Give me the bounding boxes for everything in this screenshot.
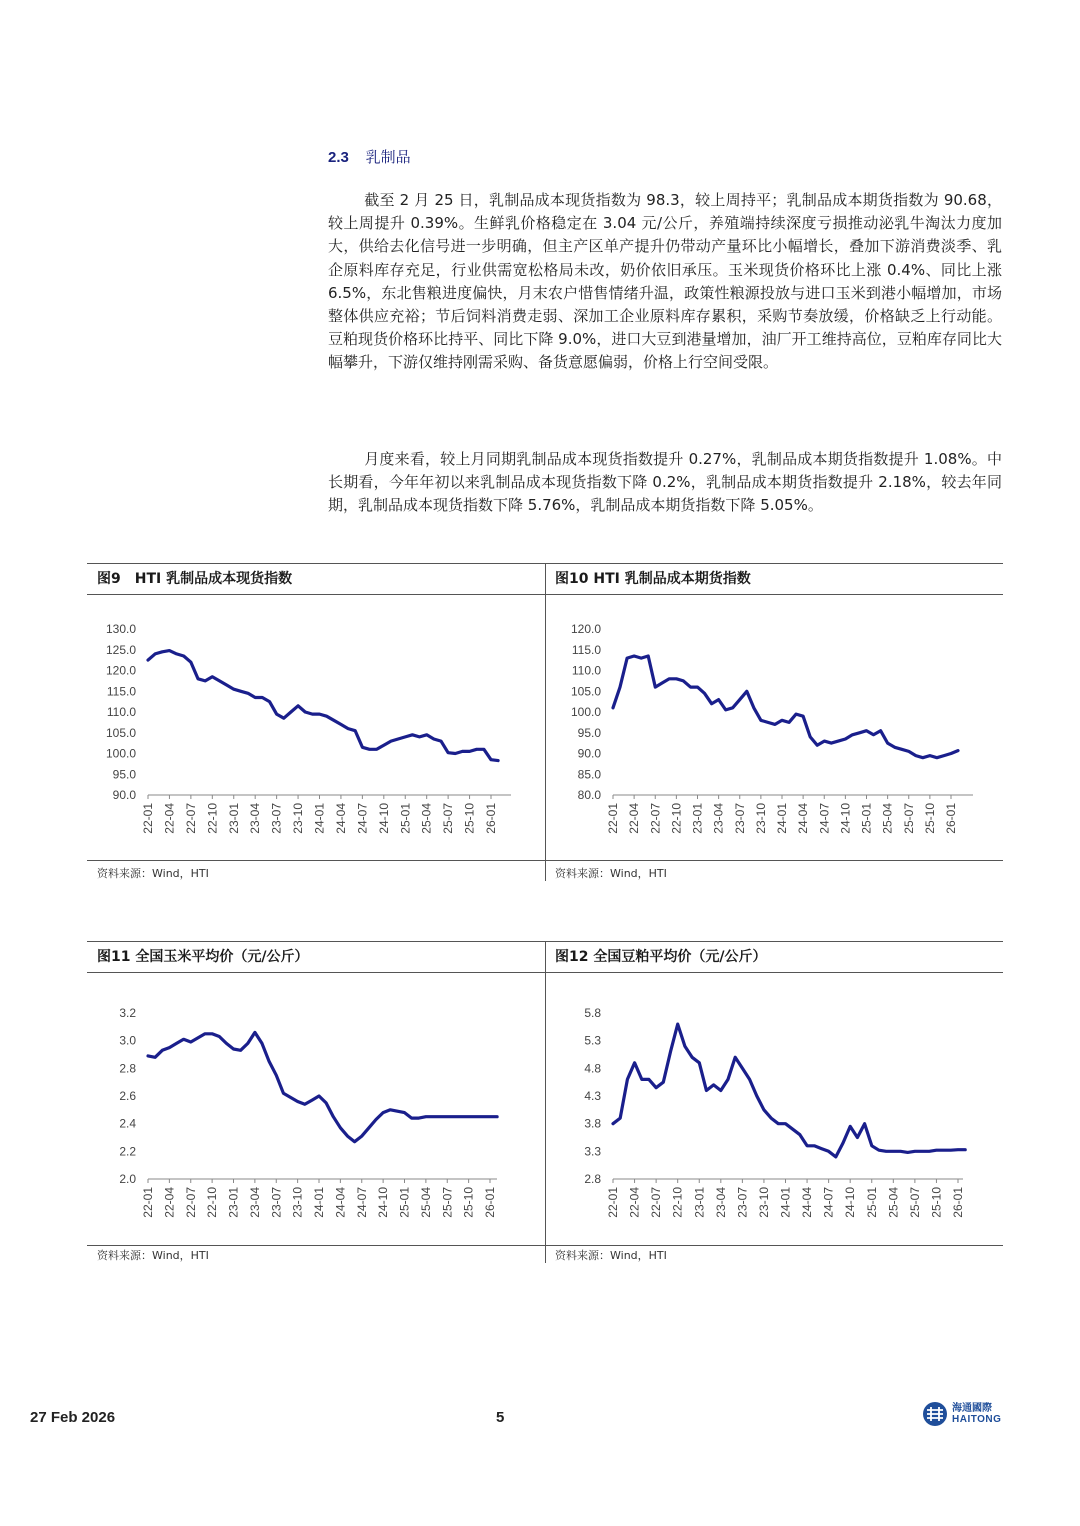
panel-bottom-rule [545,860,1003,861]
x-tick-label: 25-01 [859,803,874,834]
x-tick-label: 23-10 [291,803,306,834]
x-tick-label: 23-07 [732,803,747,834]
x-tick-label: 22-01 [606,1187,620,1218]
panel-top-rule [545,563,1003,564]
x-tick-label: 22-01 [141,803,155,834]
x-tick-label: 22-07 [183,803,198,834]
chart-title: 图12 全国豆粕平均价（元/公斤） [555,949,767,965]
x-tick-label: 24-07 [355,803,370,834]
y-tick-label: 120.0 [105,663,136,678]
y-tick-label: 2.0 [119,1172,136,1186]
chart-fig11 [87,973,545,1245]
y-tick-label: 105.0 [105,725,136,740]
x-tick-label: 22-04 [627,1187,642,1218]
x-tick-label: 22-04 [162,803,177,834]
x-tick-label: 24-10 [843,1187,858,1218]
logo-text-cn: 海通國際 [952,1403,992,1414]
section-title: 乳制品 [365,148,411,166]
x-tick-label: 26-01 [944,803,958,834]
x-tick-label: 24-10 [376,1187,391,1218]
x-tick-label: 25-04 [886,1187,901,1218]
x-tick-label: 22-10 [205,1187,220,1218]
x-tick-label: 23-01 [692,1187,707,1218]
x-tick-label: 22-10 [205,803,220,834]
y-tick-label: 95.0 [577,725,601,740]
panel-bottom-rule [87,1245,545,1246]
x-tick-label: 23-07 [735,1187,750,1218]
x-tick-label: 24-01 [312,1187,326,1218]
x-tick-label: 23-04 [248,803,263,834]
series-line [148,651,498,761]
chart-panel-fig12 [545,941,1003,1263]
x-tick-label: 24-01 [775,803,789,834]
panel-top-rule [87,563,545,564]
x-tick-label: 25-07 [907,1187,922,1218]
y-tick-label: 105.0 [570,684,601,699]
x-tick-label: 23-10 [753,803,768,834]
x-tick-label: 22-04 [627,803,642,834]
logo-text-en: HAITONG [952,1414,1002,1425]
x-tick-label: 23-01 [226,803,241,834]
chart-fig9 [87,595,545,861]
x-tick-label: 22-01 [606,803,620,834]
y-tick-label: 100.0 [105,746,136,761]
haitong-logo-icon [922,1401,948,1427]
y-tick-label: 95.0 [112,767,136,782]
x-tick-label: 24-07 [821,1187,836,1218]
section-number: 2.3 [328,149,349,166]
x-tick-label: 24-04 [333,803,348,834]
section-heading [328,146,411,167]
y-tick-label: 2.8 [584,1172,601,1186]
x-tick-label: 24-10 [838,803,853,834]
chart-fig12 [545,973,1003,1245]
y-tick-label: 110.0 [571,663,601,678]
haitong-logo [922,1401,1001,1427]
chart-title: 图9 HTI 乳制品成本现货指数 [97,571,293,587]
x-tick-label: 24-04 [333,1187,348,1218]
panel-top-rule [87,941,545,942]
panel-bottom-rule [87,860,545,861]
x-tick-label: 23-07 [269,803,284,834]
x-tick-label: 25-10 [462,803,477,834]
x-tick-label: 23-07 [269,1187,284,1218]
y-tick-label: 5.3 [584,1033,601,1048]
paragraph-2 [328,448,1002,518]
y-tick-label: 100.0 [570,705,601,719]
x-tick-label: 24-01 [778,1187,793,1218]
x-tick-label: 22-04 [162,1187,177,1218]
x-tick-label: 25-01 [398,803,413,834]
x-tick-label: 25-04 [419,803,434,834]
panel-bottom-rule [545,1245,1003,1246]
y-tick-label: 130.0 [105,622,136,636]
series-line [613,1024,965,1157]
y-tick-label: 3.8 [584,1116,601,1131]
x-tick-label: 25-10 [922,803,937,834]
series-line [613,656,958,758]
x-tick-label: 22-01 [141,1187,155,1218]
chart-title: 图10 HTI 乳制品成本期货指数 [555,571,751,587]
y-tick-label: 2.4 [119,1116,136,1131]
chart-source: 资料来源：Wind，HTI [555,1249,667,1262]
chart-fig10 [545,595,1003,861]
x-tick-label: 24-10 [376,803,391,834]
x-tick-label: 22-07 [649,1187,664,1218]
x-tick-label: 23-01 [690,803,705,834]
y-tick-label: 4.8 [584,1061,601,1076]
y-tick-label: 85.0 [577,767,601,782]
x-tick-label: 25-07 [440,1187,455,1218]
x-tick-label: 23-10 [290,1187,305,1218]
x-tick-label: 22-07 [648,803,663,834]
x-tick-label: 26-01 [951,1187,965,1218]
x-tick-label: 24-04 [800,1187,815,1218]
x-tick-label: 25-01 [864,1187,879,1218]
chart-source: 资料来源：Wind，HTI [97,867,209,880]
x-tick-label: 25-10 [929,1187,944,1218]
x-tick-label: 23-01 [226,1187,241,1218]
x-tick-label: 24-07 [817,803,832,834]
y-tick-label: 115.0 [571,642,601,657]
x-tick-label: 25-07 [441,803,456,834]
chart-panel-fig9 [87,563,545,881]
x-tick-label: 24-07 [354,1187,369,1218]
x-tick-label: 23-10 [756,1187,771,1218]
x-tick-label: 26-01 [483,1187,497,1218]
x-tick-label: 23-04 [711,803,726,834]
x-tick-label: 25-07 [901,803,916,834]
x-tick-label: 25-10 [461,1187,476,1218]
paragraph-1-text: 截至 2 月 25 日，乳制品成本现货指数为 98.3，较上周持平；乳制品成本期货指数为 90.68，较上周提升 0.39%。生鲜乳价格稳定在 3.04 元/公斤，养殖端持续深度亏损推动泌乳牛淘汰力度加大，供给去化信号进一步明确，但主产区单产提升仍带动产量环比小幅增长，叠加下游消费淡季、乳企原料库存充足，行业供需宽松格局未改，奶价依旧承压。玉米现货价格环比上涨 0.4%、同比上涨 6.5%，东北售粮进度偏快，月末农户惜售情绪升温，政策性粮源投放与进口玉米到港小幅增加，市场整体供应充裕；节后饲料消费走弱、深加工企业原料库存累积，采购节奏放缓，价格缺乏上行动能。豆粕现货价格环比持平、同比下降 9.0%，进口大豆到港量增加，油厂开工维持高位，豆粕库存同比大幅攀升，下游仅维持刚需采购、备货意愿偏弱，价格上行空间受限。 [328,191,1002,372]
y-tick-label: 4.3 [584,1089,601,1103]
footer-date: 27 Feb 2026 [30,1409,116,1426]
y-tick-label: 3.0 [119,1033,136,1048]
paragraph-2-text: 月度来看，较上月同期乳制品成本现货指数提升 0.27%，乳制品成本期货指数提升 1.08%。中长期看，今年年初以来乳制品成本现货指数下降 0.2%，乳制品成本期货指数提升 2.18%，较去年同期，乳制品成本现货指数下降 5.76%，乳制品成本期货指数下降 5.05%。 [328,450,1002,515]
x-tick-label: 23-04 [247,1187,262,1218]
chart-panel-fig10 [545,563,1003,881]
y-tick-label: 115.0 [106,684,136,699]
y-tick-label: 90.0 [112,788,136,802]
y-tick-label: 5.8 [584,1006,601,1020]
series-line [148,1032,497,1141]
y-tick-label: 110.0 [106,705,136,719]
paragraph-1 [328,189,1002,375]
panel-top-rule [545,941,1003,942]
x-tick-label: 22-10 [669,803,684,834]
y-tick-label: 2.2 [119,1144,136,1159]
x-tick-label: 22-10 [670,1187,685,1218]
y-tick-label: 125.0 [105,642,136,657]
y-tick-label: 2.6 [119,1089,136,1103]
chart-title: 图11 全国玉米平均价（元/公斤） [97,949,309,965]
chart-source: 资料来源：Wind，HTI [97,1249,209,1262]
x-tick-label: 24-01 [312,803,327,834]
y-tick-label: 2.8 [119,1061,136,1076]
x-tick-label: 25-01 [397,1187,412,1218]
page-number: 5 [496,1409,505,1426]
x-tick-label: 22-07 [183,1187,198,1218]
x-tick-label: 25-04 [418,1187,433,1218]
chart-source: 资料来源：Wind，HTI [555,867,667,880]
x-tick-label: 26-01 [484,803,498,834]
y-tick-label: 80.0 [577,788,601,802]
x-tick-label: 24-04 [796,803,811,834]
y-tick-label: 3.2 [119,1006,136,1020]
x-tick-label: 25-04 [880,803,895,834]
chart-panel-fig11 [87,941,545,1263]
y-tick-label: 120.0 [570,622,601,636]
y-tick-label: 3.3 [584,1144,601,1159]
x-tick-label: 23-04 [713,1187,728,1218]
y-tick-label: 90.0 [577,746,601,761]
